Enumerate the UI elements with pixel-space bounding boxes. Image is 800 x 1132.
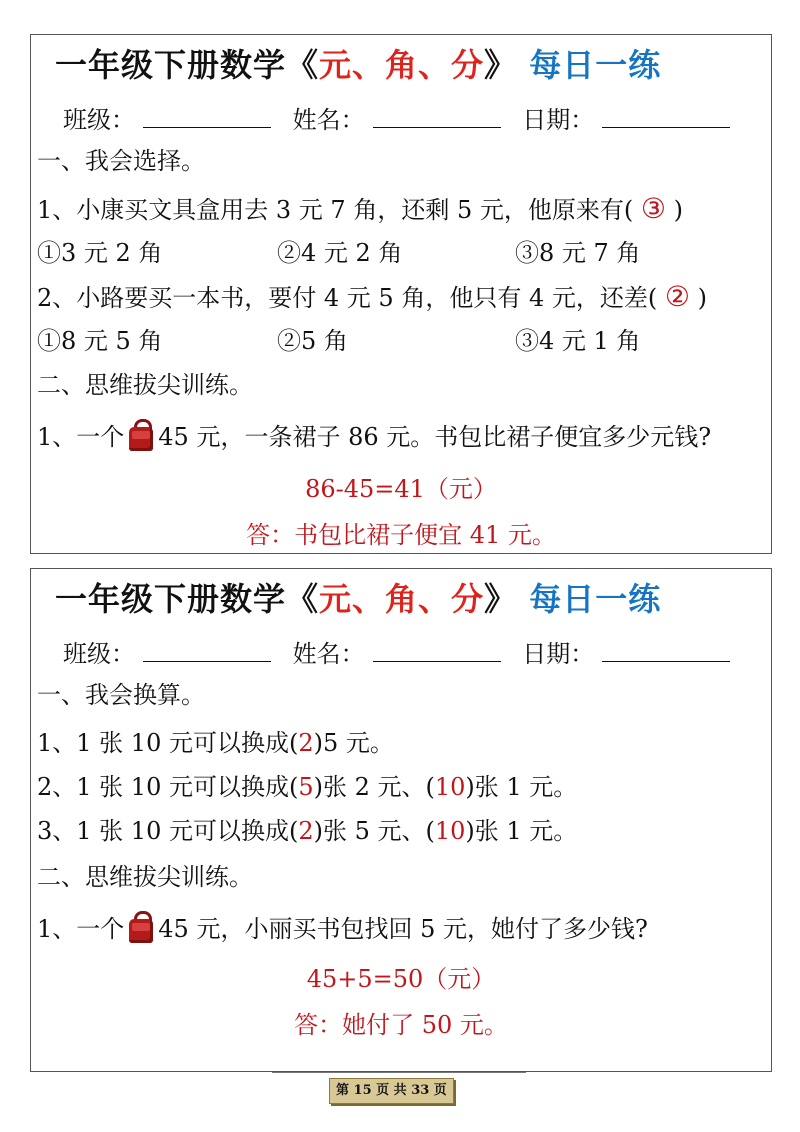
footer-rule [272, 1072, 526, 1073]
option: ③4 元 1 角 [515, 327, 641, 355]
section-heading: 二、思维拔尖训练。 [37, 863, 253, 891]
question-3: 3、1 张 10 元可以换成(2)张 5 元、(10)张 1 元。 [37, 817, 578, 845]
solution-answer: 答：书包比裙子便宜 41 元。 [246, 521, 556, 549]
answer-value: 5 [298, 773, 314, 801]
option: ②5 角 [277, 327, 348, 355]
class-blank[interactable] [143, 103, 271, 128]
class-blank[interactable] [143, 637, 271, 662]
question-2: 2、1 张 10 元可以换成(5)张 2 元、(10)张 1 元。 [37, 773, 578, 801]
worksheet-2 [30, 568, 772, 1072]
info-row: 班级： 姓名： 日期： [63, 637, 744, 670]
question-2: 2、小路要买一本书，要付 4 元 5 角，他只有 4 元，还差( ② ) [37, 280, 707, 313]
answer-value: 10 [434, 817, 466, 845]
date-blank[interactable] [602, 103, 730, 128]
answer-value: 2 [298, 817, 314, 845]
option: ②4 元 2 角 [277, 239, 403, 267]
option: ③8 元 7 角 [515, 239, 641, 267]
problem-1: 1、一个 45 元，小丽买书包找回 5 元，她付了多少钱? [37, 911, 648, 945]
question-1: 1、小康买文具盒用去 3 元 7 角，还剩 5 元，他原来有( ③ ) [37, 192, 683, 225]
worksheet-title: 一年级下册数学《元、角、分》 每日一练 [55, 46, 662, 84]
section-heading: 一、我会选择。 [37, 147, 205, 175]
name-blank[interactable] [373, 637, 501, 662]
page-number: 第 15 页 共 33 页 [329, 1078, 454, 1104]
answer-value: 2 [298, 729, 314, 757]
info-row: 班级： 姓名： 日期： [63, 103, 744, 136]
answer-value: 10 [434, 773, 466, 801]
solution-formula: 86-45=41（元） [305, 475, 497, 503]
problem-1: 1、一个 45 元，一条裙子 86 元。书包比裙子便宜多少元钱? [37, 419, 711, 453]
name-blank[interactable] [373, 103, 501, 128]
answer-mark: ② [664, 280, 690, 313]
date-blank[interactable] [602, 637, 730, 662]
answer-mark: ③ [640, 192, 666, 225]
worksheet-1 [30, 34, 772, 554]
solution-answer: 答：她付了 50 元。 [294, 1011, 508, 1039]
section-heading: 二、思维拔尖训练。 [37, 371, 253, 399]
question-1: 1、1 张 10 元可以换成(2)5 元。 [37, 729, 394, 757]
worksheet-title: 一年级下册数学《元、角、分》 每日一练 [55, 580, 662, 618]
schoolbag-icon [126, 419, 156, 451]
option: ①3 元 2 角 [37, 239, 163, 267]
option: ①8 元 5 角 [37, 327, 163, 355]
section-heading: 一、我会换算。 [37, 681, 205, 709]
solution-formula: 45+5=50（元） [306, 965, 496, 993]
schoolbag-icon [126, 911, 156, 943]
